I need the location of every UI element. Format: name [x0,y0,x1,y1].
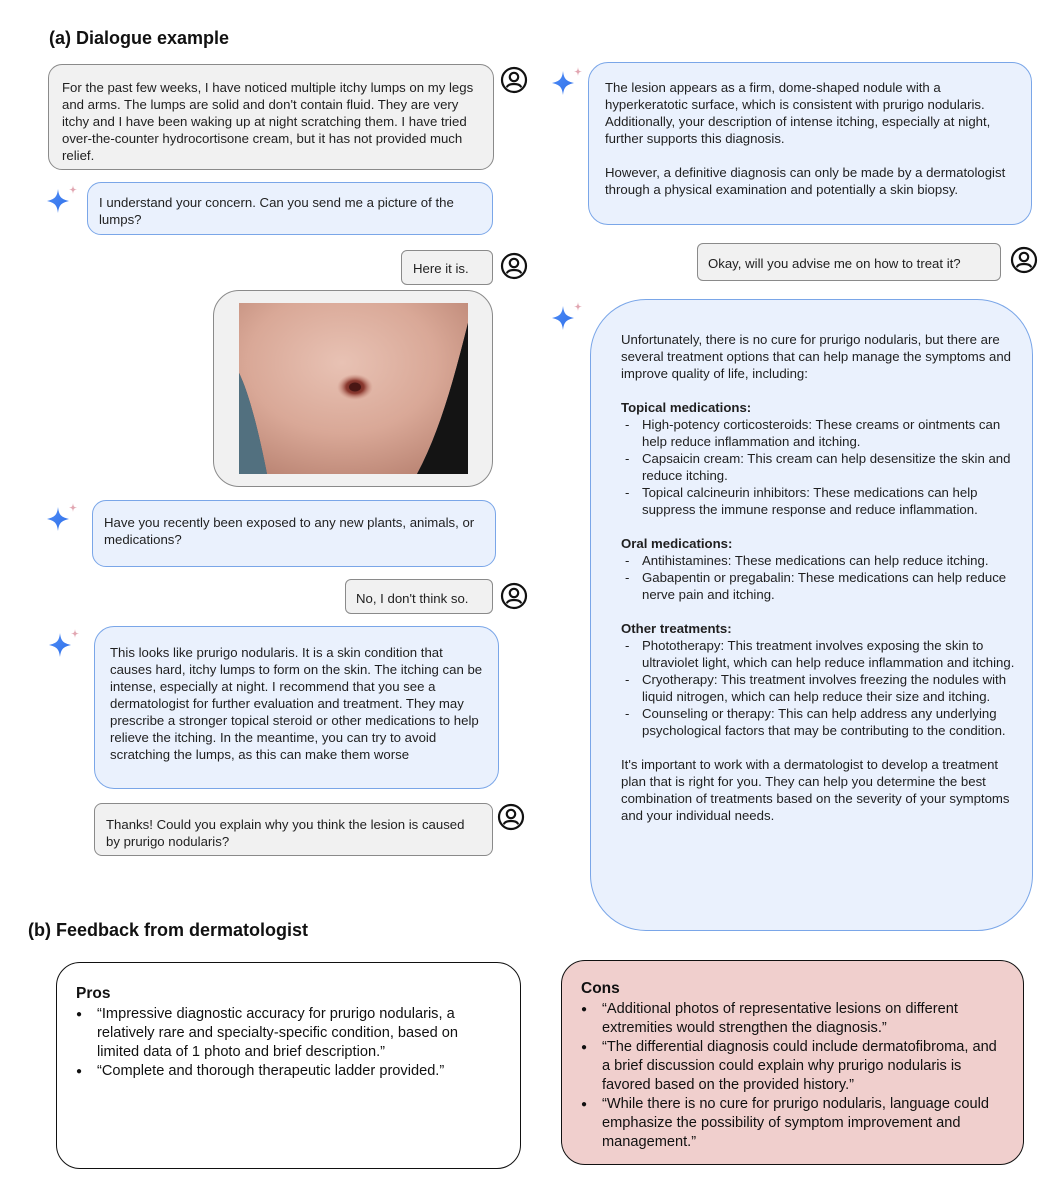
oral-list [621,552,1018,603]
list-item: - Capsaicin cream: This cream can help desensitize the skin and reduce itching. [621,450,1018,484]
user-avatar-icon [500,252,528,280]
pros-box [56,962,521,1169]
ai-message-2-text: Have you recently been exposed to any new plants, animals, or medications? [104,515,475,547]
list-item: ● “Impressive diagnostic accuracy for prurigo nodularis, a relatively rare and specialty-specific condition, based on limited data of 1 photo and brief description.” [76,1005,502,1062]
user-message-5-text: Okay, will you advise me on how to treat it? [708,256,961,271]
list-item: - Counseling or therapy: This can help address any underlying psychological factors that may be contributing to the condition. [621,705,1018,739]
section-b-title: (b) Feedback from dermatologist [28,920,309,940]
user-avatar-icon [500,582,528,610]
user-message-4-text: Thanks! Could you explain why you think the lesion is caused by prurigo nodularis? [106,817,465,849]
list-item: - High-potency corticosteroids: These creams or ointments can help reduce inflammation and itching. [621,416,1018,450]
list-item: - Antihistamines: These medications can help reduce itching. [621,552,1018,569]
photo-message-frame [213,290,493,487]
sparkle-icon [46,184,78,214]
ai-message-2 [92,500,496,567]
other-heading: Other treatments: [621,621,732,636]
user-avatar-icon [1010,246,1038,274]
topical-list [621,416,1018,518]
list-item: ● “Complete and thorough therapeutic ladder provided.” [76,1062,502,1081]
section-a-title: (a) Dialogue example [49,28,230,48]
user-message-2 [401,250,493,285]
list-item: - Phototherapy: This treatment involves exposing the skin to ultraviolet light, which can help reduce inflammation and itching. [621,637,1018,671]
user-message-1 [48,64,494,170]
pros-list [76,1005,502,1081]
cons-box [561,960,1024,1165]
list-item: ● “Additional photos of representative lesions on different extremities would strengthen the diagnosis.” [581,1000,1005,1038]
cons-list [581,1000,1005,1152]
ai-message-1 [87,182,493,235]
sparkle-icon [46,502,78,532]
user-avatar-icon [497,803,525,831]
cons-title: Cons [581,980,620,997]
pros-title: Pros [76,985,111,1002]
user-message-5 [697,243,1001,281]
ai-message-4-text-p1: The lesion appears as a firm, dome-shaped nodule with a hyperkeratotic surface, which is consistent with prurigo nodularis. Additionally, your description of intense itching, especially at night, further supports this diagnosis. [605,80,991,146]
user-message-2-text: Here it is. [413,261,469,276]
ai-message-4 [588,62,1032,225]
ai-message-4-text-p2: However, a definitive diagnosis can only be made by a dermatologist through a physical examination and potentially a skin biopsy. [605,165,1006,197]
user-message-1-text: For the past few weeks, I have noticed multiple itchy lumps on my legs and arms. The lumps are solid and don't contain fluid. They are very itchy and I have been waking up at night scratching them. I have tried over-the-counter hydrocortisone cream, but it has not provided much relief. [62,80,474,163]
user-avatar-icon [500,66,528,94]
list-item: - Topical calcineurin inhibitors: These medications can help suppress the immune response and reduce inflammation. [621,484,1018,518]
ai-message-5-intro: Unfortunately, there is no cure for prurigo nodularis, but there are several treatment options that can help manage the symptoms and improve quality of life, including: [621,332,1011,381]
ai-message-1-text: I understand your concern. Can you send me a picture of the lumps? [99,195,454,227]
ai-message-3-text: This looks like prurigo nodularis. It is a skin condition that causes hard, itchy lumps to form on the skin. The itching can be intense, especially at night. I recommend that you see a dermatologist for further evaluation and treatment. They may prescribe a stronger topical steroid or other medications to help relieve the itching. In the meantime, you can try to avoid scratching the lumps, as this can make them worse [110,645,483,762]
user-message-3 [345,579,493,614]
ai-message-3 [94,626,499,789]
list-item: - Gabapentin or pregabalin: These medications can help reduce nerve pain and itching. [621,569,1018,603]
sparkle-icon [551,66,583,96]
ai-message-5 [590,299,1033,931]
user-message-3-text: No, I don't think so. [356,591,469,606]
list-item: ● “The differential diagnosis could include dermatofibroma, and a brief discussion could explain why prurigo nodularis is favored based on the provided history.” [581,1038,1005,1095]
sparkle-icon [48,628,80,658]
oral-heading: Oral medications: [621,536,733,551]
sparkle-icon [551,301,583,331]
list-item: ● “While there is no cure for prurigo nodularis, language could emphasize the possibility of symptom improvement and management.” [581,1095,1005,1152]
lesion-photo [239,303,468,474]
ai-message-5-outro: It's important to work with a dermatologist to develop a treatment plan that is right for you. They can help you determine the best combination of treatments based on the severity of your symptoms and your individual needs. [621,757,1010,823]
other-list [621,637,1018,739]
user-message-4 [94,803,493,856]
topical-heading: Topical medications: [621,400,752,415]
list-item: - Cryotherapy: This treatment involves freezing the nodules with liquid nitrogen, which can help reduce their size and itching. [621,671,1018,705]
